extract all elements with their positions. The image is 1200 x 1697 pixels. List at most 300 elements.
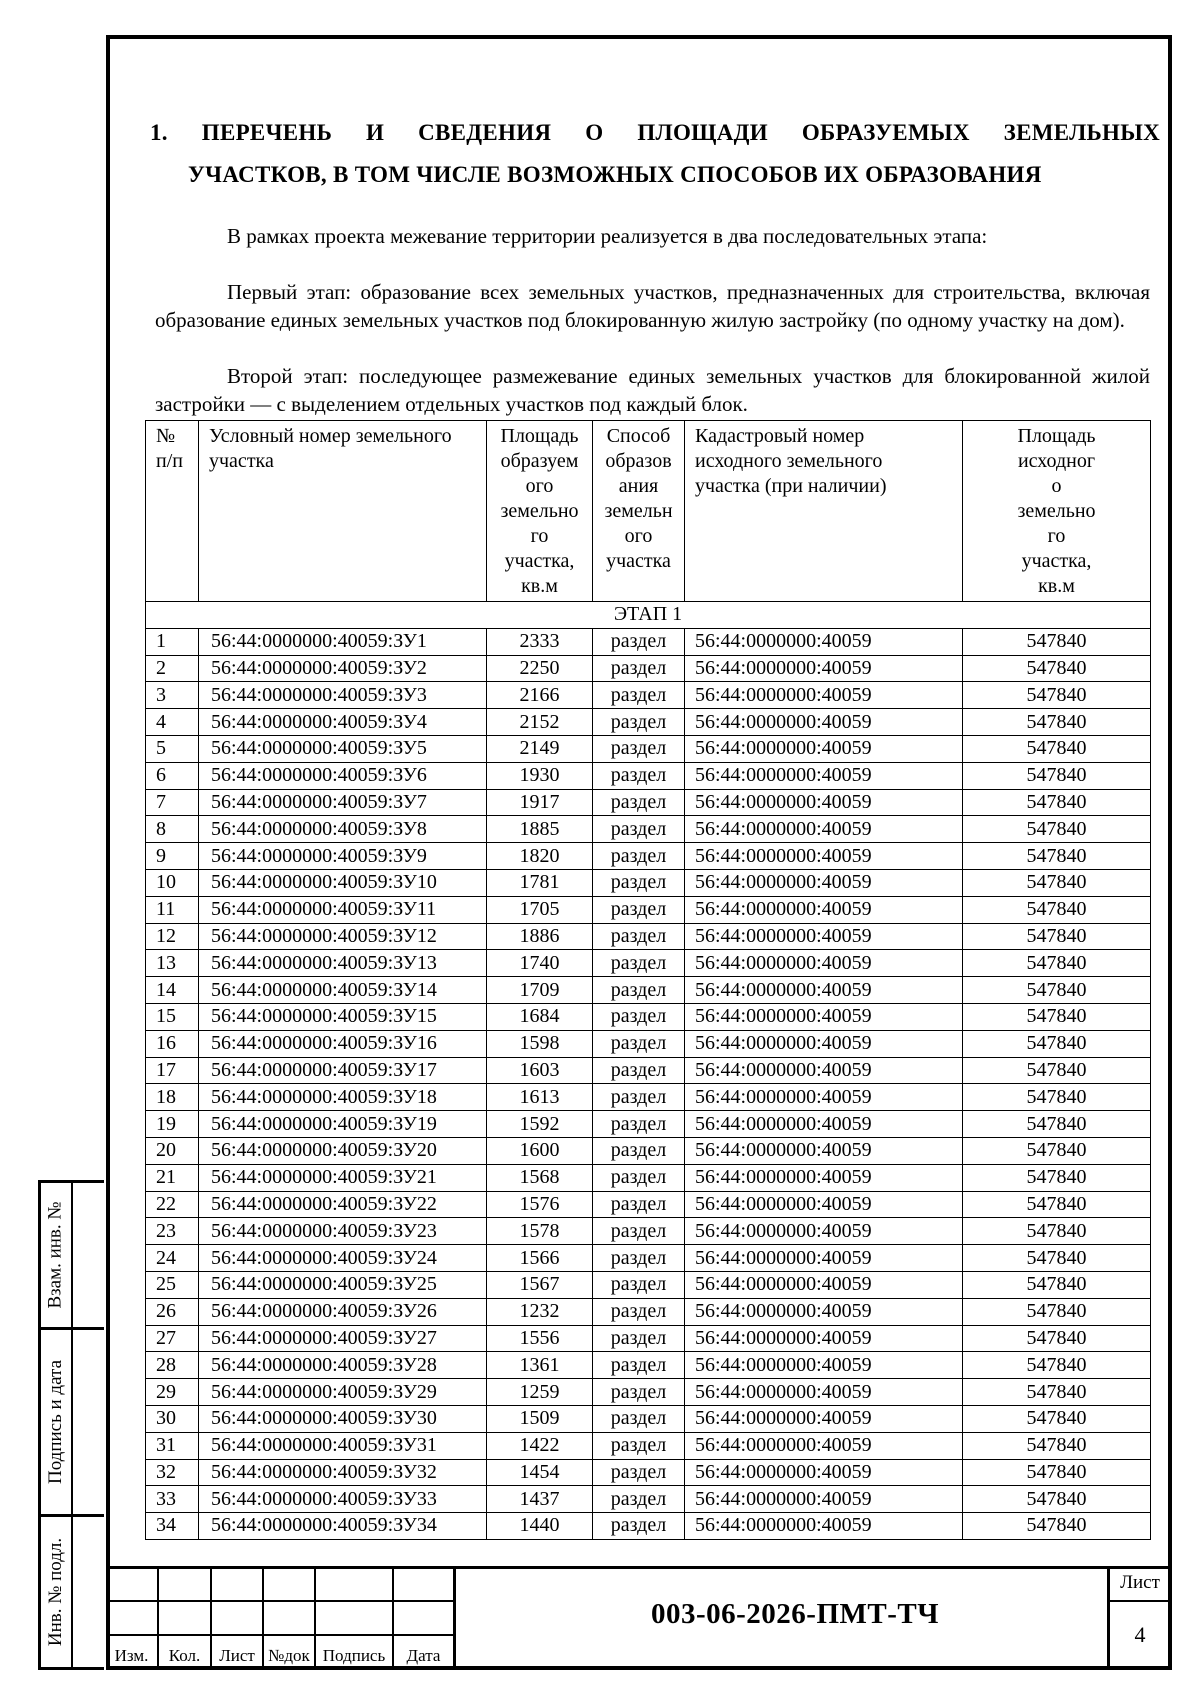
row-number-cell: 34: [146, 1513, 199, 1540]
header-line: исходног: [1017, 450, 1096, 472]
source-cadastral-cell: 56:44:0000000:40059: [685, 1459, 963, 1486]
source-area-cell: 547840: [963, 816, 1151, 843]
table-row: [146, 1030, 1151, 1057]
table-header-row: [146, 421, 1151, 602]
header-line: Площадь: [500, 425, 579, 447]
row-number-cell: 9: [146, 843, 199, 870]
row-number-cell: 22: [146, 1191, 199, 1218]
formation-method-cell: раздел: [593, 1513, 685, 1540]
side-label-vzam: Взам. инв. №: [45, 1201, 67, 1309]
source-cadastral-cell: 56:44:0000000:40059: [685, 655, 963, 682]
formation-method-cell: раздел: [593, 735, 685, 762]
source-cadastral-cell: 56:44:0000000:40059: [685, 628, 963, 655]
source-area-cell: 547840: [963, 1003, 1151, 1030]
table-row: [146, 655, 1151, 682]
plot-id-cell: 56:44:0000000:40059:ЗУ32: [199, 1459, 487, 1486]
plot-area-cell: 1930: [487, 762, 593, 789]
plot-area-cell: 2250: [487, 655, 593, 682]
plot-id-cell: 56:44:0000000:40059:ЗУ1: [199, 628, 487, 655]
section-title-line2: УЧАСТКОВ, В ТОМ ЧИСЛЕ ВОЗМОЖНЫХ СПОСОБОВ ИХ ОБРАЗОВАНИЯ: [188, 162, 1042, 187]
table-row: [146, 816, 1151, 843]
row-number-cell: 19: [146, 1111, 199, 1138]
plot-area-cell: 1820: [487, 843, 593, 870]
table-row: [146, 1352, 1151, 1379]
header-line: Кадастровый номер: [695, 425, 865, 447]
title-word: ОБРАЗУЕМЫХ: [801, 120, 970, 145]
plot-area-cell: 1232: [487, 1298, 593, 1325]
header-line: го: [530, 525, 549, 547]
table-row: [146, 709, 1151, 736]
row-number-cell: 21: [146, 1164, 199, 1191]
source-cadastral-cell: 56:44:0000000:40059: [685, 1513, 963, 1540]
formation-method-cell: раздел: [593, 950, 685, 977]
land-plots-table: [145, 420, 1151, 1540]
row-number-cell: 23: [146, 1218, 199, 1245]
sheet-label: Лист: [1120, 1572, 1160, 1593]
plot-id-cell: 56:44:0000000:40059:ЗУ3: [199, 682, 487, 709]
header-line: земельно: [500, 500, 579, 522]
source-cadastral-cell: 56:44:0000000:40059: [685, 789, 963, 816]
table-row: [146, 628, 1151, 655]
source-cadastral-cell: 56:44:0000000:40059: [685, 1057, 963, 1084]
source-area-cell: 547840: [963, 1486, 1151, 1513]
plot-id-cell: 56:44:0000000:40059:ЗУ25: [199, 1271, 487, 1298]
header-line: кв.м: [521, 575, 558, 597]
table-row: [146, 1459, 1151, 1486]
formation-method-cell: раздел: [593, 655, 685, 682]
plot-area-cell: 1917: [487, 789, 593, 816]
header-plot-id: [199, 421, 487, 602]
plot-id-cell: 56:44:0000000:40059:ЗУ2: [199, 655, 487, 682]
source-area-cell: 547840: [963, 1191, 1151, 1218]
plot-id-cell: 56:44:0000000:40059:ЗУ29: [199, 1379, 487, 1406]
source-area-cell: 547840: [963, 1513, 1151, 1540]
formation-method-cell: раздел: [593, 1298, 685, 1325]
stage-label: ЭТАП 1: [146, 602, 1151, 629]
plot-area-cell: 1705: [487, 896, 593, 923]
section-title-line1: [150, 112, 1160, 154]
plot-area-cell: 2333: [487, 628, 593, 655]
plot-area-cell: 1440: [487, 1513, 593, 1540]
source-area-cell: 547840: [963, 923, 1151, 950]
source-cadastral-cell: 56:44:0000000:40059: [685, 682, 963, 709]
plot-area-cell: 1709: [487, 977, 593, 1004]
plot-area-cell: 1259: [487, 1379, 593, 1406]
plot-area-cell: 1567: [487, 1271, 593, 1298]
row-number-cell: 17: [146, 1057, 199, 1084]
row-number-cell: 27: [146, 1325, 199, 1352]
table-row: [146, 950, 1151, 977]
title-word: 1.: [150, 120, 168, 145]
plot-area-cell: 1598: [487, 1030, 593, 1057]
plot-area-cell: 1684: [487, 1003, 593, 1030]
row-number-cell: 28: [146, 1352, 199, 1379]
source-cadastral-cell: 56:44:0000000:40059: [685, 1084, 963, 1111]
plot-id-cell: 56:44:0000000:40059:ЗУ15: [199, 1003, 487, 1030]
title-word: И: [365, 120, 385, 145]
table-row: [146, 1057, 1151, 1084]
source-area-cell: 547840: [963, 843, 1151, 870]
plot-area-cell: 1600: [487, 1137, 593, 1164]
title-word: СВЕДЕНИЯ: [418, 120, 552, 145]
tb-col-izm: Изм.: [114, 1646, 149, 1665]
source-cadastral-cell: 56:44:0000000:40059: [685, 977, 963, 1004]
plot-id-cell: 56:44:0000000:40059:ЗУ8: [199, 816, 487, 843]
plot-area-cell: 1578: [487, 1218, 593, 1245]
source-area-cell: 547840: [963, 1030, 1151, 1057]
formation-method-cell: раздел: [593, 869, 685, 896]
plot-area-cell: 1603: [487, 1057, 593, 1084]
source-cadastral-cell: 56:44:0000000:40059: [685, 1432, 963, 1459]
plot-area-cell: 1886: [487, 923, 593, 950]
table-row: [146, 1298, 1151, 1325]
header-line: ого: [624, 525, 653, 547]
title-word: ПЛОЩАДИ: [637, 120, 768, 145]
formation-method-cell: раздел: [593, 1486, 685, 1513]
formation-method-cell: раздел: [593, 843, 685, 870]
plot-id-cell: 56:44:0000000:40059:ЗУ30: [199, 1405, 487, 1432]
source-area-cell: 547840: [963, 1111, 1151, 1138]
tb-col-data: Дата: [406, 1646, 441, 1665]
header-line: земельн: [604, 500, 673, 522]
row-number-cell: 20: [146, 1137, 199, 1164]
header-area: [487, 421, 593, 602]
plot-area-cell: 1361: [487, 1352, 593, 1379]
side-stamp-replacement: [38, 1180, 104, 1330]
formation-method-cell: раздел: [593, 1164, 685, 1191]
table-row: [146, 1432, 1151, 1459]
row-number-cell: 1: [146, 628, 199, 655]
row-number-cell: 6: [146, 762, 199, 789]
formation-method-cell: раздел: [593, 1245, 685, 1272]
source-area-cell: 547840: [963, 1271, 1151, 1298]
table-row: [146, 1325, 1151, 1352]
formation-method-cell: раздел: [593, 1325, 685, 1352]
table-row: [146, 789, 1151, 816]
formation-method-cell: раздел: [593, 682, 685, 709]
header-cadastral: [685, 421, 963, 602]
plot-area-cell: 1568: [487, 1164, 593, 1191]
table-row: [146, 1003, 1151, 1030]
row-number-cell: 5: [146, 735, 199, 762]
formation-method-cell: раздел: [593, 923, 685, 950]
source-area-cell: 547840: [963, 950, 1151, 977]
source-area-cell: 547840: [963, 896, 1151, 923]
formation-method-cell: раздел: [593, 789, 685, 816]
source-cadastral-cell: 56:44:0000000:40059: [685, 1405, 963, 1432]
plot-area-cell: 2152: [487, 709, 593, 736]
header-line: участка: [606, 550, 671, 572]
plot-id-cell: 56:44:0000000:40059:ЗУ21: [199, 1164, 487, 1191]
plot-id-cell: 56:44:0000000:40059:ЗУ13: [199, 950, 487, 977]
source-area-cell: 547840: [963, 655, 1151, 682]
source-area-cell: 547840: [963, 977, 1151, 1004]
source-area-cell: 547840: [963, 1325, 1151, 1352]
header-line: участка,: [504, 550, 575, 572]
stage1-paragraph: Первый этап: образование всех земельных участков, предназначенных для строительства, включая образование единых земельных участков под блокированную жилую застройку (по одному участку на дом).: [155, 280, 1150, 332]
row-number-cell: 26: [146, 1298, 199, 1325]
row-number-cell: 13: [146, 950, 199, 977]
source-cadastral-cell: 56:44:0000000:40059: [685, 1218, 963, 1245]
header-line: образов: [605, 450, 672, 472]
plot-id-cell: 56:44:0000000:40059:ЗУ31: [199, 1432, 487, 1459]
source-area-cell: 547840: [963, 1459, 1151, 1486]
plot-id-cell: 56:44:0000000:40059:ЗУ34: [199, 1513, 487, 1540]
plot-area-cell: 2166: [487, 682, 593, 709]
source-cadastral-cell: 56:44:0000000:40059: [685, 1003, 963, 1030]
tb-col-kol: Кол.: [168, 1646, 201, 1665]
source-cadastral-cell: 56:44:0000000:40059: [685, 1325, 963, 1352]
plot-id-cell: 56:44:0000000:40059:ЗУ10: [199, 869, 487, 896]
source-cadastral-cell: 56:44:0000000:40059: [685, 1298, 963, 1325]
source-area-cell: 547840: [963, 1298, 1151, 1325]
row-number-cell: 18: [146, 1084, 199, 1111]
header-source-area: [963, 421, 1151, 602]
formation-method-cell: раздел: [593, 1191, 685, 1218]
header-line: участка,: [1021, 550, 1092, 572]
plot-id-cell: 56:44:0000000:40059:ЗУ27: [199, 1325, 487, 1352]
table-row: [146, 923, 1151, 950]
plot-id-cell: 56:44:0000000:40059:ЗУ17: [199, 1057, 487, 1084]
table-row: [146, 1379, 1151, 1406]
side-label-podpis: Подпись и дата: [45, 1359, 66, 1485]
formation-method-cell: раздел: [593, 1137, 685, 1164]
stage2-paragraph: Второй этап: последующее размежевание единых земельных участков для блокированной жилой застройки — с выделением отдельных участков под каждый блок.: [155, 364, 1150, 416]
plot-area-cell: 1740: [487, 950, 593, 977]
plot-id-cell: 56:44:0000000:40059:ЗУ24: [199, 1245, 487, 1272]
stage-row: [146, 602, 1151, 629]
formation-method-cell: раздел: [593, 1379, 685, 1406]
row-number-cell: 2: [146, 655, 199, 682]
source-cadastral-cell: 56:44:0000000:40059: [685, 816, 963, 843]
formation-method-cell: раздел: [593, 1084, 685, 1111]
plot-area-cell: 1556: [487, 1325, 593, 1352]
plot-id-cell: 56:44:0000000:40059:ЗУ26: [199, 1298, 487, 1325]
source-area-cell: 547840: [963, 789, 1151, 816]
plot-id-cell: 56:44:0000000:40059:ЗУ20: [199, 1137, 487, 1164]
row-number-cell: 3: [146, 682, 199, 709]
source-area-cell: 547840: [963, 1164, 1151, 1191]
formation-method-cell: раздел: [593, 1030, 685, 1057]
table-row: [146, 1486, 1151, 1513]
header-line: о: [1051, 475, 1062, 497]
plot-area-cell: 1613: [487, 1084, 593, 1111]
source-cadastral-cell: 56:44:0000000:40059: [685, 950, 963, 977]
source-area-cell: 547840: [963, 1084, 1151, 1111]
formation-method-cell: раздел: [593, 762, 685, 789]
section-title: [150, 112, 1160, 196]
header-line: Условный номер земельного: [209, 425, 452, 447]
source-area-cell: 547840: [963, 762, 1151, 789]
header-line: ого: [525, 475, 554, 497]
table-row: [146, 869, 1151, 896]
source-cadastral-cell: 56:44:0000000:40059: [685, 843, 963, 870]
row-number-cell: 30: [146, 1405, 199, 1432]
plot-id-cell: 56:44:0000000:40059:ЗУ7: [199, 789, 487, 816]
source-area-cell: 547840: [963, 1405, 1151, 1432]
document-code: 003-06-2026-ПМТ-ТЧ: [650, 1598, 940, 1630]
plot-area-cell: 1592: [487, 1111, 593, 1138]
source-cadastral-cell: 56:44:0000000:40059: [685, 1245, 963, 1272]
source-area-cell: 547840: [963, 1352, 1151, 1379]
header-method: [593, 421, 685, 602]
table-row: [146, 1191, 1151, 1218]
plot-id-cell: 56:44:0000000:40059:ЗУ18: [199, 1084, 487, 1111]
tb-col-podpis: Подпись: [322, 1646, 386, 1665]
plot-id-cell: 56:44:0000000:40059:ЗУ4: [199, 709, 487, 736]
formation-method-cell: раздел: [593, 1459, 685, 1486]
plot-area-cell: 1781: [487, 869, 593, 896]
row-number-cell: 7: [146, 789, 199, 816]
side-stamp-inventory: [38, 1514, 104, 1670]
source-cadastral-cell: 56:44:0000000:40059: [685, 1486, 963, 1513]
plot-area-cell: 1509: [487, 1405, 593, 1432]
row-number-cell: 32: [146, 1459, 199, 1486]
row-number-cell: 12: [146, 923, 199, 950]
sheet-number: 4: [1134, 1622, 1146, 1647]
formation-method-cell: раздел: [593, 1111, 685, 1138]
tb-col-list: Лист: [219, 1646, 255, 1665]
table-row: [146, 1164, 1151, 1191]
row-number-cell: 31: [146, 1432, 199, 1459]
formation-method-cell: раздел: [593, 1271, 685, 1298]
formation-method-cell: раздел: [593, 1432, 685, 1459]
header-line: Площадь: [1017, 425, 1096, 447]
header-line: участка (при наличии): [695, 475, 887, 497]
source-cadastral-cell: 56:44:0000000:40059: [685, 896, 963, 923]
title-word: ПЕРЕЧЕНЬ: [201, 120, 333, 145]
source-cadastral-cell: 56:44:0000000:40059: [685, 923, 963, 950]
table-row: [146, 1137, 1151, 1164]
row-number-cell: 24: [146, 1245, 199, 1272]
table-row: [146, 896, 1151, 923]
plot-area-cell: 1454: [487, 1459, 593, 1486]
source-area-cell: 547840: [963, 869, 1151, 896]
intro-paragraph: В рамках проекта межевание территории реализуется в два последовательных этапа:: [227, 224, 988, 248]
source-area-cell: 547840: [963, 1245, 1151, 1272]
table-row: [146, 1218, 1151, 1245]
side-label-inv: Инв. № подл.: [45, 1537, 67, 1647]
source-area-cell: 547840: [963, 1432, 1151, 1459]
header-line: исходного земельного: [695, 450, 883, 472]
row-number-cell: 29: [146, 1379, 199, 1406]
header-line: земельно: [1017, 500, 1096, 522]
header-line: ания: [618, 475, 659, 497]
plot-id-cell: 56:44:0000000:40059:ЗУ11: [199, 896, 487, 923]
plot-area-cell: 1576: [487, 1191, 593, 1218]
source-cadastral-cell: 56:44:0000000:40059: [685, 735, 963, 762]
table-row: [146, 1245, 1151, 1272]
formation-method-cell: раздел: [593, 896, 685, 923]
plot-area-cell: 2149: [487, 735, 593, 762]
row-number-cell: 15: [146, 1003, 199, 1030]
side-stamp-signature: [38, 1327, 104, 1517]
header-line: участка: [209, 450, 274, 472]
formation-method-cell: раздел: [593, 1218, 685, 1245]
source-area-cell: 547840: [963, 1057, 1151, 1084]
source-area-cell: 547840: [963, 1379, 1151, 1406]
formation-method-cell: раздел: [593, 1003, 685, 1030]
plot-id-cell: 56:44:0000000:40059:ЗУ6: [199, 762, 487, 789]
plot-area-cell: 1437: [487, 1486, 593, 1513]
source-area-cell: 547840: [963, 735, 1151, 762]
table-row: [146, 1084, 1151, 1111]
source-cadastral-cell: 56:44:0000000:40059: [685, 1111, 963, 1138]
tb-col-ndok: №док: [268, 1646, 310, 1665]
source-cadastral-cell: 56:44:0000000:40059: [685, 1164, 963, 1191]
table-row: [146, 843, 1151, 870]
plot-id-cell: 56:44:0000000:40059:ЗУ19: [199, 1111, 487, 1138]
plot-id-cell: 56:44:0000000:40059:ЗУ28: [199, 1352, 487, 1379]
source-cadastral-cell: 56:44:0000000:40059: [685, 1030, 963, 1057]
title-word: О: [585, 120, 604, 145]
table-row: [146, 682, 1151, 709]
plot-id-cell: 56:44:0000000:40059:ЗУ9: [199, 843, 487, 870]
header-line: п/п: [156, 450, 183, 472]
source-area-cell: 547840: [963, 628, 1151, 655]
row-number-cell: 16: [146, 1030, 199, 1057]
formation-method-cell: раздел: [593, 1352, 685, 1379]
source-cadastral-cell: 56:44:0000000:40059: [685, 1191, 963, 1218]
table-row: [146, 977, 1151, 1004]
row-number-cell: 11: [146, 896, 199, 923]
table-row: [146, 1405, 1151, 1432]
source-cadastral-cell: 56:44:0000000:40059: [685, 762, 963, 789]
formation-method-cell: раздел: [593, 709, 685, 736]
source-area-cell: 547840: [963, 1137, 1151, 1164]
source-cadastral-cell: 56:44:0000000:40059: [685, 1379, 963, 1406]
table-row: [146, 762, 1151, 789]
source-area-cell: 547840: [963, 709, 1151, 736]
plot-id-cell: 56:44:0000000:40059:ЗУ5: [199, 735, 487, 762]
formation-method-cell: раздел: [593, 816, 685, 843]
plot-id-cell: 56:44:0000000:40059:ЗУ12: [199, 923, 487, 950]
table-row: [146, 1513, 1151, 1540]
plot-id-cell: 56:44:0000000:40059:ЗУ33: [199, 1486, 487, 1513]
header-line: №: [156, 425, 176, 447]
plot-id-cell: 56:44:0000000:40059:ЗУ22: [199, 1191, 487, 1218]
row-number-cell: 8: [146, 816, 199, 843]
header-num: [146, 421, 199, 602]
source-cadastral-cell: 56:44:0000000:40059: [685, 709, 963, 736]
table-row: [146, 1111, 1151, 1138]
header-line: го: [1047, 525, 1066, 547]
plot-id-cell: 56:44:0000000:40059:ЗУ14: [199, 977, 487, 1004]
source-cadastral-cell: 56:44:0000000:40059: [685, 1137, 963, 1164]
plot-id-cell: 56:44:0000000:40059:ЗУ16: [199, 1030, 487, 1057]
source-cadastral-cell: 56:44:0000000:40059: [685, 869, 963, 896]
formation-method-cell: раздел: [593, 977, 685, 1004]
plot-area-cell: 1566: [487, 1245, 593, 1272]
row-number-cell: 33: [146, 1486, 199, 1513]
row-number-cell: 10: [146, 869, 199, 896]
row-number-cell: 25: [146, 1271, 199, 1298]
formation-method-cell: раздел: [593, 1057, 685, 1084]
table-row: [146, 735, 1151, 762]
source-cadastral-cell: 56:44:0000000:40059: [685, 1271, 963, 1298]
formation-method-cell: раздел: [593, 628, 685, 655]
header-line: Способ: [606, 425, 671, 447]
plot-area-cell: 1885: [487, 816, 593, 843]
row-number-cell: 4: [146, 709, 199, 736]
plot-id-cell: 56:44:0000000:40059:ЗУ23: [199, 1218, 487, 1245]
title-word: ЗЕМЕЛЬНЫХ: [1003, 120, 1160, 145]
plot-area-cell: 1422: [487, 1432, 593, 1459]
header-line: кв.м: [1038, 575, 1075, 597]
row-number-cell: 14: [146, 977, 199, 1004]
source-area-cell: 547840: [963, 1218, 1151, 1245]
table-row: [146, 1271, 1151, 1298]
